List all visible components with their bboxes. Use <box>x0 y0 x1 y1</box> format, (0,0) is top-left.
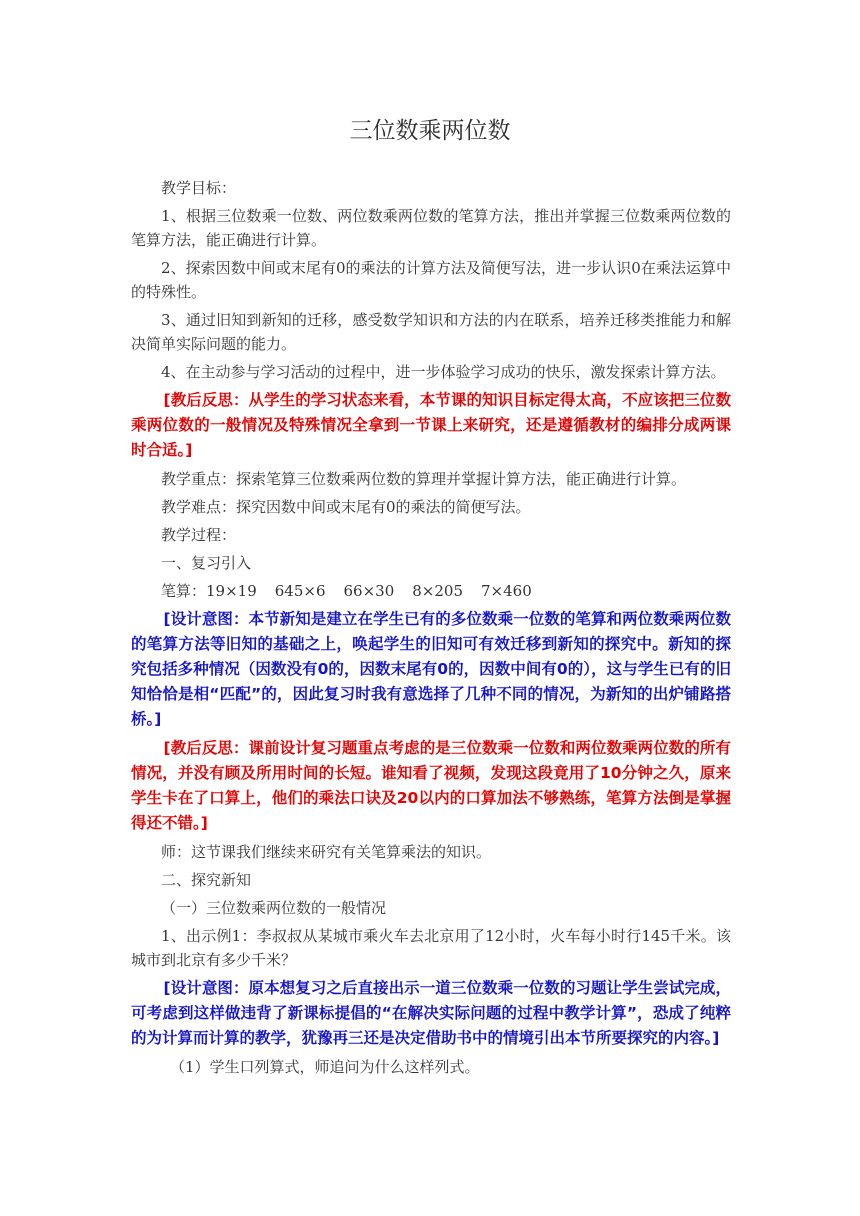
teacher-line: 师：这节课我们继续来研究有关笔算乘法的知识。 <box>161 843 492 861</box>
reflection-note-2: [教后反思：课前设计复习题重点考虑的是三位数乘一位数和两位数乘两位数的所有情况，并没有顾及所用时间的长短。谁知看了视频，发现这段竟用了10分钟之久，原来学生卡在了口算上，他们的乘法口诀及20以内的口算加法不够熟练，笔算方法倒是掌握得还不错。] <box>131 739 731 832</box>
calc-item: 66×30 <box>343 582 395 600</box>
calc-item: 645×6 <box>274 582 326 600</box>
section-1-heading: 一、复习引入 <box>161 554 252 572</box>
goal-heading: 教学目标： <box>161 179 237 197</box>
document-title: 三位数乘两位数 <box>349 118 511 144</box>
difficult-point: 教学难点：探究因数中间或末尾有0的乘法的简便写法。 <box>161 498 531 516</box>
key-point: 教学重点：探索笔算三位数乘两位数的算理并掌握计算方法，能正确进行计算。 <box>161 470 687 488</box>
document-body <box>131 176 731 1083</box>
goal-4: 4、在主动参与学习活动的过程中，进一步体验学习成功的快乐，激发探索计算方法。 <box>161 363 726 381</box>
goal-3: 3、通过旧知到新知的迁移，感受数学知识和方法的内在联系，培养迁移类推能力和解决简单实际问题的能力。 <box>131 311 731 353</box>
calc-item: 8×205 <box>412 582 464 600</box>
design-note-1: [设计意图：本节新知是建立在学生已有的多位数乘一位数的笔算和两位数乘两位数的笔算方法等旧知的基础之上，唤起学生的旧知可有效迁移到新知的探究中。新知的探究包括多种情况（因数没有0的，因数末尾有0的，因数中间有0的），这与学生已有的旧知恰恰是相“匹配”的，因此复习时我有意选择了几种不同的情况，为新知的出炉铺路搭桥。] <box>131 610 731 728</box>
calc-item: 19×19 <box>206 582 257 600</box>
process-heading: 教学过程： <box>161 526 237 544</box>
design-note-2: [设计意图：原本想复习之后直接出示一道三位数乘一位数的习题让学生尝试完成，可考虑到这样做违背了新课标提倡的“在解决实际问题的过程中教学计算”，恐成了纯粹的为计算而计算的教学，犹豫再三还是决定借助书中的情境引出本节所要探究的内容。] <box>131 979 731 1047</box>
calc-item: 7×460 <box>481 582 532 600</box>
section-2a-heading: （一）三位数乘两位数的一般情况 <box>161 899 387 917</box>
goal-1: 1、根据三位数乘一位数、两位数乘两位数的笔算方法，推出并掌握三位数乘两位数的笔算方法，能正确进行计算。 <box>131 207 731 249</box>
example-1: 1、出示例1：李叔叔从某城市乘火车去北京用了12小时，火车每小时行145千米。该城市到北京有多少千米？ <box>131 927 731 969</box>
goal-2: 2、探索因数中间或末尾有0的乘法的计算方法及简便写法，进一步认识0在乘法运算中的特殊性。 <box>131 259 731 301</box>
step-1: （1）学生口列算式，师追问为什么这样列式。 <box>170 1058 480 1076</box>
calc-exercises <box>131 579 731 603</box>
calc-label: 笔算： <box>161 582 207 600</box>
section-2-heading: 二、探究新知 <box>161 871 252 889</box>
reflection-note-1: [教后反思：从学生的学习状态来看，本节课的知识目标定得太高，不应该把三位数乘两位数的一般情况及特殊情况全拿到一节课上来研究，还是遵循教材的编排分成两课时合适。] <box>131 391 731 459</box>
